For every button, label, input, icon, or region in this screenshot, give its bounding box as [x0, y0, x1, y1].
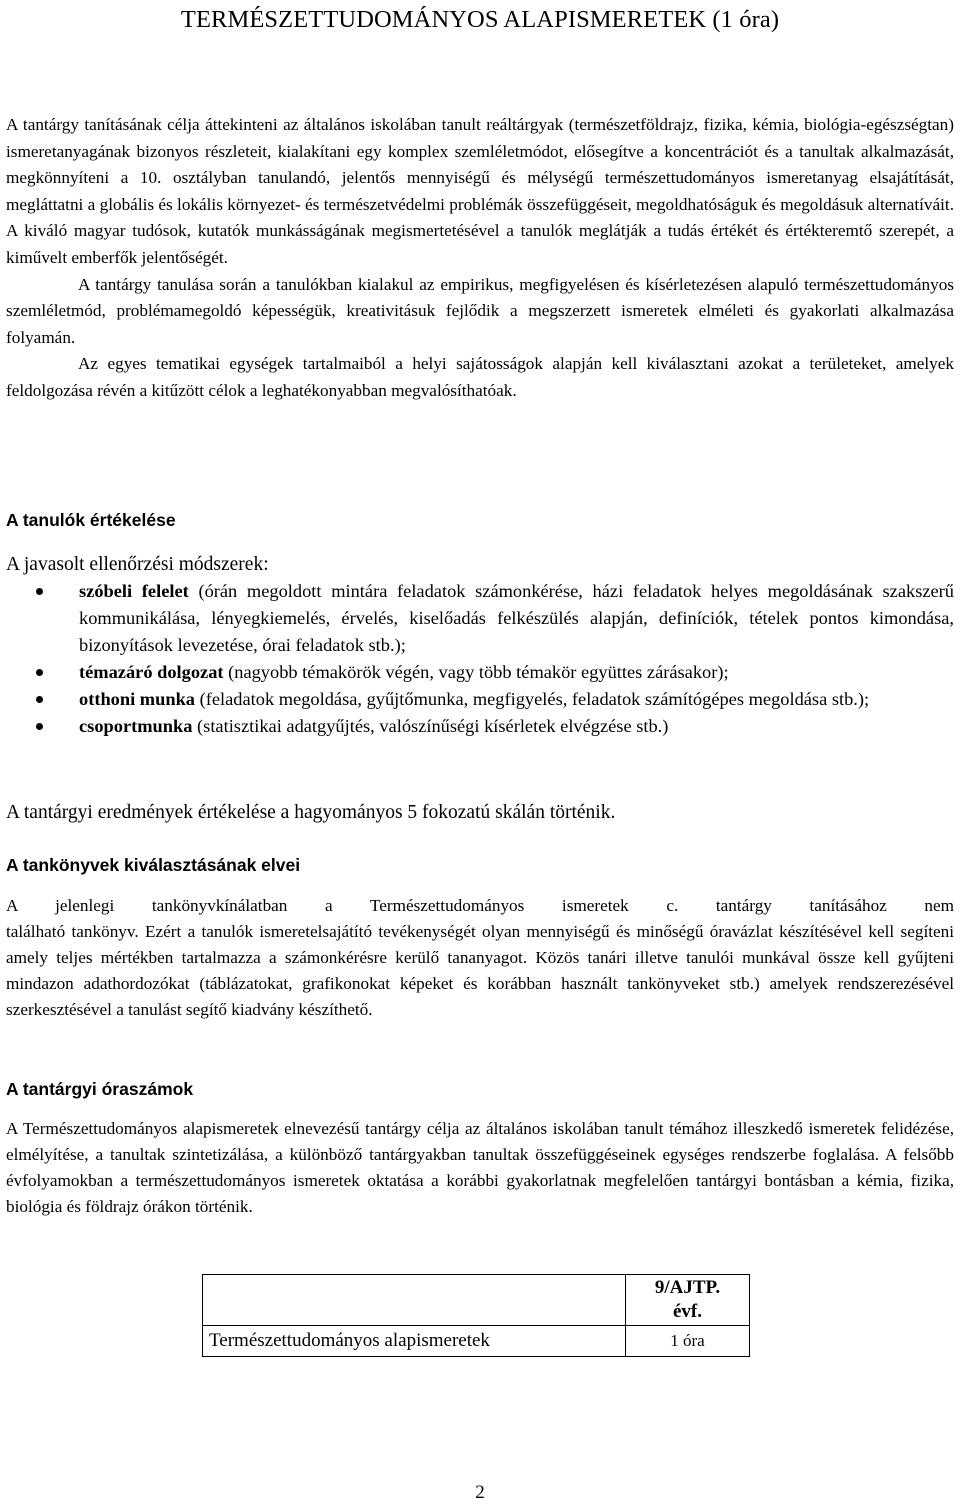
- page-title: TERMÉSZETTUDOMÁNYOS ALAPISMERETEK (1 óra): [180, 6, 780, 33]
- hours-table: [202, 1274, 750, 1357]
- bullet-icon: [36, 669, 43, 676]
- column-header-line-2: évf.: [672, 1301, 702, 1322]
- textbooks-heading: A tankönyvek kiválasztásának elvei: [6, 855, 301, 875]
- intro-paragraph-1-part-b: A kiváló magyar tudósok, kutatók munkásságának megismertetésével a tanulók meglátják a tudás értékét és értékteremtő szerepét, a kiművelt emberfők jelentőségét.: [6, 221, 954, 267]
- intro-paragraph-1: [6, 112, 954, 272]
- method-description: (nagyobb témakörök végén, vagy több témakör együttes zárásakor);: [223, 662, 729, 682]
- method-term: szóbeli felelet: [79, 581, 189, 601]
- evaluation-summary: A tantárgyi eredmények értékelése a hagyományos 5 fokozatú skálán történik.: [6, 802, 616, 823]
- table-row: [203, 1326, 750, 1357]
- bullet-icon: [36, 723, 43, 730]
- textbooks-section: [6, 893, 954, 1023]
- textbooks-first-line: A jelenlegi tankönyvkínálatban a Természettudományos ismeretek c. tantárgy tanításához nem: [6, 896, 954, 915]
- list-item: [6, 713, 954, 740]
- hours-paragraph: A Természettudományos alapismeretek elnevezésű tantárgy célja az általános iskolában tanult témához illeszkedő ismeretek felidézése, elmélyítése, a tanultak szintetizálása, a különböző tantárgyakban tanultak összefüggéseinek egységes rendszerbe foglalása. A felsőbb évfolyamokban a természettudományos ismeretek oktatása a korábbi gyakorlatnak megfelelően tantárgyi bontásban a kémia, fizika, biológia és földrajz órákon történik.: [6, 1119, 954, 1216]
- intro-paragraph-3: Az egyes tematikai egységek tartalmaiból a helyi sajátosságok alapján kell kiválasztani azokat a területeket, amelyek feldolgozása révén a kitűzött célok a leghatékonyabban megvalósíthatóak.: [6, 354, 954, 400]
- methods-label: A javasolt ellenőrzési módszerek:: [6, 554, 269, 575]
- list-item: [6, 578, 954, 659]
- bullet-icon: [36, 696, 43, 703]
- list-item: [6, 686, 954, 713]
- method-description: (feladatok megoldása, gyűjtőmunka, megfigyelés, feladatok számítógépes megoldása stb.);: [195, 689, 870, 709]
- intro-paragraph-1-part-a: A tantárgy tanításának célja áttekinteni az általános iskolában tanult reáltárgyak (természetföldrajz, fizika, kémia, biológia-egészségtan) ismeretanyagának bizonyos részleteit, kialakítani egy komplex szemléletmódot, elősegítve a koncentrációt és a tanultak alkalmazását, megkönnyíteni a 10. osztályban tanulandó, jelentős mennyiségű és mélységű természettudományos ismeretanyag elsajátítását, megláttatni a globális és lokális környezet- és természetvédelmi problémák összefüggéseit, megoldhatóságuk és megoldásuk alternatíváit.: [6, 115, 954, 214]
- hours-section: [6, 1116, 954, 1220]
- method-term: csoportmunka: [79, 716, 193, 736]
- method-description: (órán megoldott mintára feladatok számonkérése, házi feladatok helyes megoldásának szakszerű kommunikálása, lényegkiemelés, érvelés, kiselőadás felkészülés alapján, definíciók, tételek pontos kimondása, bizonyítások levezetése, órai feladatok stb.);: [79, 581, 954, 655]
- hours-heading: A tantárgyi óraszámok: [6, 1079, 194, 1099]
- table-cell-hours: 1 óra: [626, 1326, 750, 1357]
- method-description: (statisztikai adatgyűjtés, valószínűségi kísérletek elvégzése stb.): [192, 716, 669, 736]
- column-header-line-1: 9/AJTP.: [654, 1277, 721, 1298]
- method-term: témazáró dolgozat: [79, 662, 224, 682]
- table-header-empty-cell: [203, 1275, 626, 1326]
- textbooks-paragraph: található tankönyv. Ezért a tanulók ismeretelsajátító tevékenységét olyan mennyiségű és minőségű óravázlat készítésével kell segíteni amely teljes mértékben tartalmazza a számonkérésre kerülő tananyagot. Közös tanári illetve tanulói munkával össze kell gyűjteni mindazon adathordozókat (táblázatokat, grafikonokat képeket és korábban használt tankönyveket stb.) amelyek rendszerezésével szerkesztésével a tanulást segítő kiadvány készíthető.: [6, 922, 954, 1019]
- bullet-icon: [36, 588, 43, 595]
- evaluation-heading: A tanulók értékelése: [6, 510, 176, 530]
- table-cell-subject: Természettudományos alapismeretek: [203, 1326, 626, 1357]
- table-column-header: [626, 1275, 750, 1326]
- method-term: otthoni munka: [79, 689, 196, 709]
- methods-list: [6, 578, 954, 740]
- intro-paragraph-2: A tantárgy tanulása során a tanulókban kialakul az empirikus, megfigyelésen és kísérletezésen alapuló természettudományos szemléletmód, problémamegoldó képességük, kreativitásuk fejlődik a megszerzett ismeretek elméleti és gyakorlati alkalmazása folyamán.: [6, 274, 954, 347]
- table-header-row: [203, 1275, 750, 1326]
- intro-section: [6, 112, 954, 405]
- page-number: 2: [475, 1482, 485, 1503]
- list-item: [6, 659, 954, 686]
